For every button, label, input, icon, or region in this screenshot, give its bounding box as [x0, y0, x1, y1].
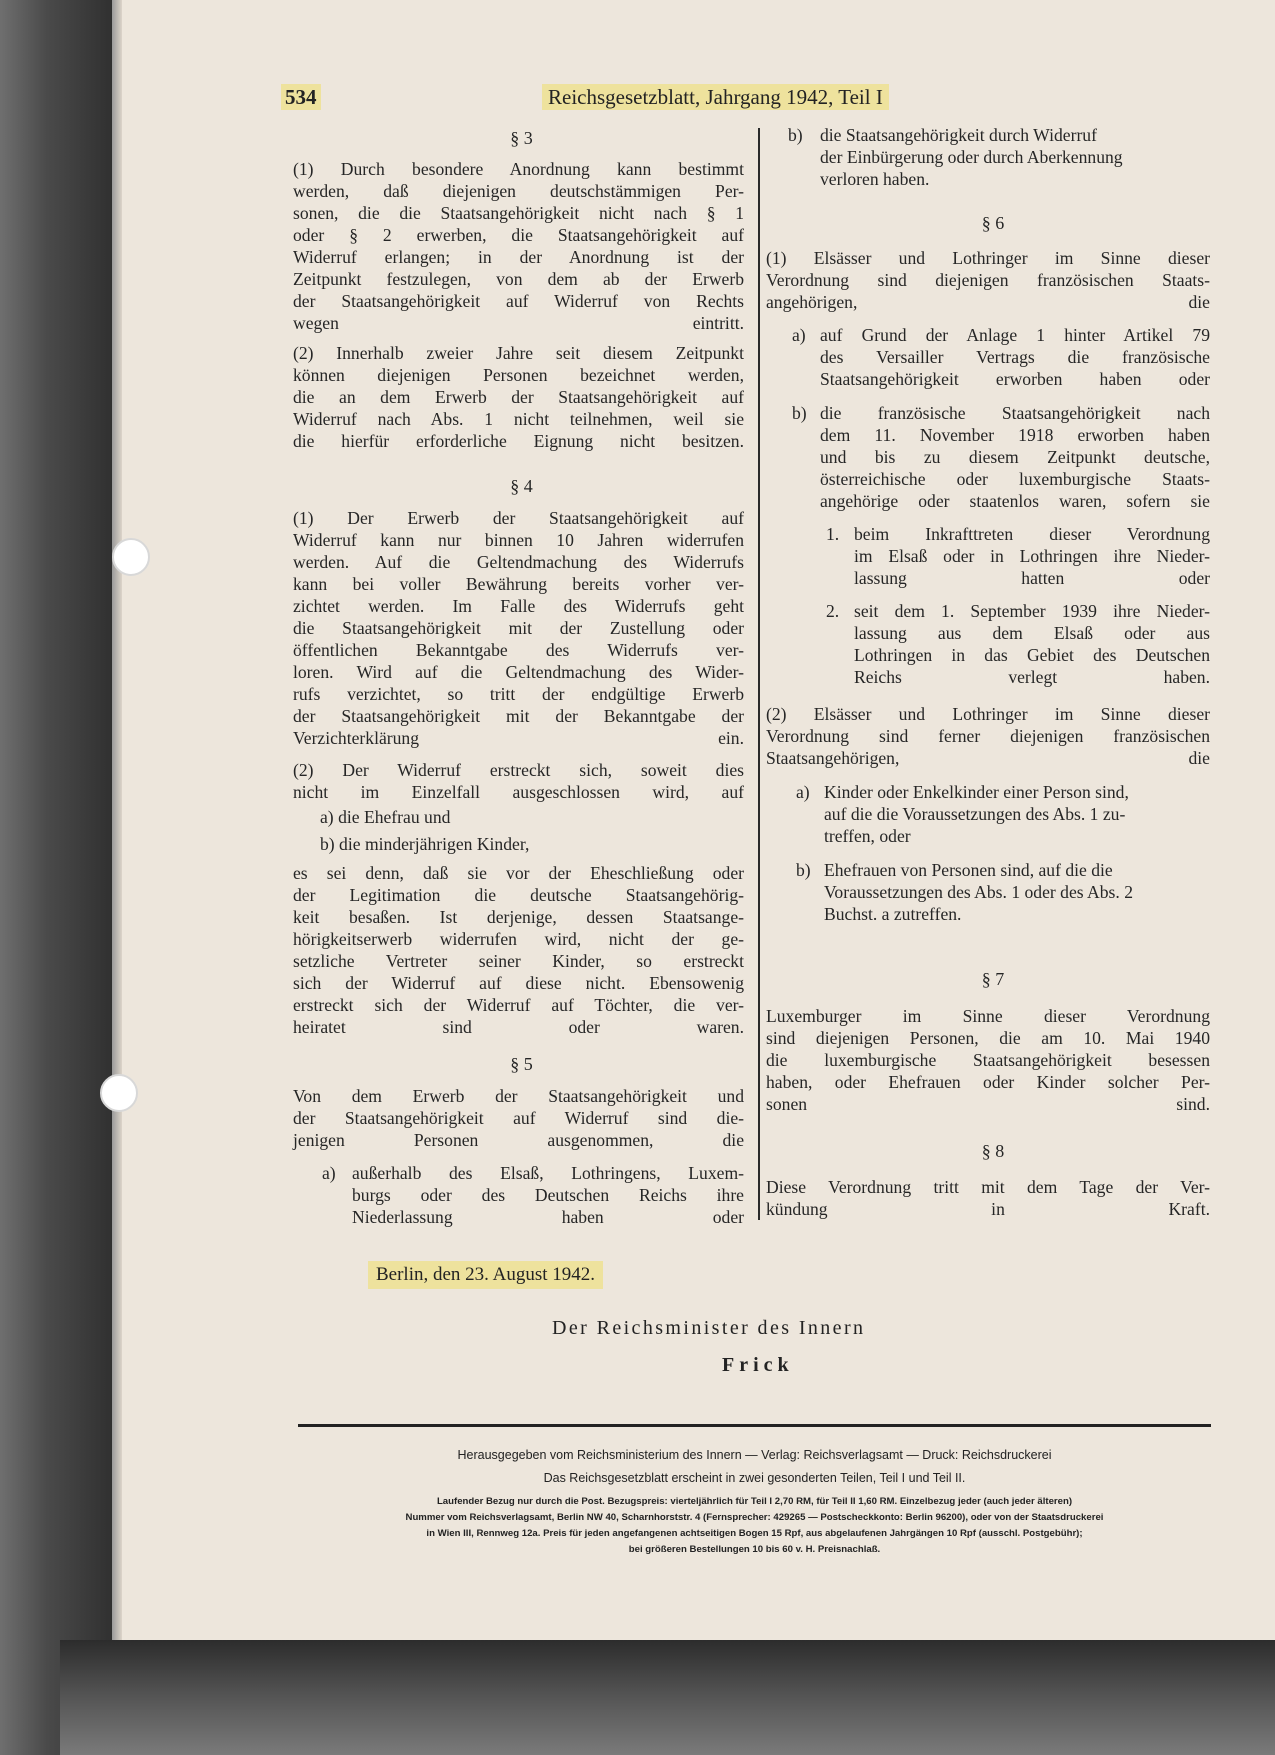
text-line: auf Grund der Anlage 1 hinter Artikel 79: [820, 325, 1210, 345]
text-line: Niederlassung haben oder: [352, 1207, 744, 1227]
text-line: in Wien III, Rennweg 12a. Preis für jeden angefangenen achtseitigen Bogen 15 Rpf, aus abgelaufenen Jahrgängen 10 Rpf (ausschl. Postgebühr);: [426, 1528, 1083, 1539]
s6-item-a-label: a): [792, 325, 806, 345]
text-line: Widerruf erlangen; in der Anordnung ist der: [293, 247, 744, 267]
s8-paragraph-1: [766, 1176, 1210, 1220]
text-line: sind diejenigen Personen, die am 10. Mai 1940: [766, 1028, 1210, 1048]
text-line: angehörigen, die: [766, 292, 1210, 312]
text-line: treffen, oder: [824, 826, 911, 846]
text-line: der Staatsangehörigkeit mit der Bekanntgabe der: [293, 706, 744, 726]
s5-paragraph-1: [293, 1085, 744, 1151]
text-line: Diese Verordnung tritt mit dem Tage der Ver-: [766, 1177, 1210, 1197]
text-line: loren. Wird auf die Geltendmachung des Wider-: [293, 662, 744, 682]
s6-item-a: [820, 324, 1210, 390]
text-line: zichtet werden. Im Falle des Widerrufs geht: [293, 596, 744, 616]
s6-item-1-label: 1.: [826, 524, 840, 544]
text-line: nicht im Einzelfall ausgeschlossen wird, auf: [293, 782, 744, 802]
text-line: dem 11. November 1918 erworben haben: [820, 425, 1210, 445]
s6-item-b-label: b): [792, 403, 807, 423]
text-line: Nummer vom Reichsverlagsamt, Berlin NW 40, Scharnhorststr. 4 (Fernsprecher: 429265 — Postscheckkonto: Berlin 96200), oder von der Staatsdruckerei: [405, 1512, 1104, 1523]
text-line: die Staatsangehörigkeit mit der Zustellung oder: [293, 618, 744, 638]
text-line: seit dem 1. September 1939 ihre Nieder-: [854, 601, 1210, 621]
text-line: Verordnung sind diejenigen französischen Staats-: [766, 270, 1210, 290]
text-line: Buchst. a zutreffen.: [824, 904, 962, 924]
text-line: erstreckt sich der Widerruf auf Töchter, die ver-: [293, 995, 744, 1015]
text-line: werden, daß diejenigen deutschstämmigen Per-: [293, 181, 744, 201]
text-line: die Staatsangehörigkeit durch Widerruf: [820, 125, 1097, 145]
text-line: Staatsangehörigen, die: [766, 748, 1210, 768]
s6-paragraph-2: [766, 703, 1210, 769]
text-line: die luxemburgische Staatsangehörigkeit besessen: [766, 1050, 1210, 1070]
signatory-name: Frick: [722, 1354, 794, 1376]
text-line: hörigkeitserwerb widerrufen wird, nicht der ge-: [293, 929, 744, 949]
text-line: lassung hatten oder: [854, 568, 1210, 588]
section-heading-4: § 4: [510, 476, 533, 496]
text-line: jenigen Personen ausgenommen, die: [293, 1130, 744, 1150]
running-title: Reichsgesetzblatt, Jahrgang 1942, Teil I: [542, 84, 889, 110]
s5-item-b: [820, 124, 1220, 190]
text-line: rufs verzichtet, so tritt der endgültige Erwerb: [293, 684, 744, 704]
scan-background-bottom: [60, 1640, 1275, 1755]
text-line: (1) Durch besondere Anordnung kann bestimmt: [293, 159, 744, 179]
text-line: setzliche Vertreter seiner Kinder, so erstreckt: [293, 951, 744, 971]
footer-subscription-info: [298, 1494, 1211, 1558]
s6-item-d-label: b): [796, 860, 811, 880]
section-heading-3: § 3: [510, 128, 533, 148]
page-number: 534: [281, 84, 321, 110]
s4-item-a: a) die Ehefrau und: [320, 807, 451, 827]
text-line: auf die die Voraussetzungen des Abs. 1 zu-: [824, 804, 1126, 824]
text-line: es sei denn, daß sie vor der Eheschließung oder: [293, 863, 744, 883]
punch-hole: [112, 538, 150, 576]
text-line: Voraussetzungen des Abs. 1 oder des Abs. 2: [824, 882, 1133, 902]
section-heading-8: § 8: [981, 1141, 1005, 1161]
s6-item-b: [820, 402, 1210, 512]
text-line: Widerruf nach Abs. 1 nicht teilnehmen, weil sie: [293, 409, 744, 429]
text-line: die hierfür erforderliche Eignung nicht besitzen.: [293, 431, 744, 451]
section-heading-6: § 6: [981, 213, 1005, 233]
s5-item-a: [352, 1162, 744, 1228]
text-line: lassung aus dem Elsaß oder aus: [854, 623, 1210, 643]
text-line: der Einbürgerung oder durch Aberkennung: [820, 147, 1123, 167]
scan-background-left: [0, 0, 118, 1755]
text-line: österreichische oder luxemburgische Staats-: [820, 469, 1210, 489]
footer-rule: [298, 1424, 1211, 1427]
signatory-office: Der Reichsminister des Innern: [552, 1317, 866, 1339]
text-line: Lothringen in das Gebiet des Deutschen: [854, 645, 1210, 665]
text-line: des Versailler Vertrags die französische: [820, 347, 1210, 367]
text-line: oder § 2 erwerben, die Staatsangehörigkeit auf: [293, 225, 744, 245]
s4-paragraph-3: [293, 862, 744, 1038]
s4-paragraph-1: [293, 507, 744, 749]
text-line: der Staatsangehörigkeit auf Widerruf von Rechts: [293, 291, 744, 311]
text-line: kann bei voller Bewährung bereits vorher ver-: [293, 574, 744, 594]
s6-item-c-label: a): [796, 782, 810, 802]
text-line: Luxemburger im Sinne dieser Verordnung: [766, 1006, 1210, 1026]
s5-item-b-label: b): [788, 125, 803, 145]
text-line: Verzichterklärung ein.: [293, 728, 744, 748]
text-line: angehörige oder staatenlos waren, sofern sie: [820, 491, 1210, 511]
text-line: beim Inkrafttreten dieser Verordnung: [854, 524, 1210, 544]
s4-paragraph-2: [293, 759, 744, 803]
text-line: der Legitimation die deutsche Staatsangehörig-: [293, 885, 744, 905]
text-line: können diejenigen Personen bezeichnet werden,: [293, 365, 744, 385]
footer-parts-line: Das Reichsgesetzblatt erscheint in zwei gesonderten Teilen, Teil I und Teil II.: [543, 1471, 966, 1485]
footer-publisher-line: Herausgegeben vom Reichsministerium des Innern — Verlag: Reichsverlagsamt — Druck: Reichsdruckerei: [457, 1448, 1052, 1462]
punch-hole: [100, 1074, 138, 1112]
s6-paragraph-1: [766, 247, 1210, 313]
text-line: Widerruf kann nur binnen 10 Jahren widerrufen: [293, 530, 744, 550]
text-line: außerhalb des Elsaß, Lothringens, Luxem-: [352, 1163, 744, 1183]
text-line: öffentlichen Bekanntgabe des Widerrufs ver-: [293, 640, 744, 660]
text-line: (1) Elsässer und Lothringer im Sinne dieser: [766, 248, 1210, 268]
s3-paragraph-1: [293, 158, 744, 334]
text-line: (2) Innerhalb zweier Jahre seit diesem Zeitpunkt: [293, 343, 744, 363]
text-line: die an dem Erwerb der Staatsangehörigkeit auf: [293, 387, 744, 407]
s7-paragraph-1: [766, 1005, 1210, 1115]
text-line: Ehefrauen von Personen sind, auf die die: [824, 860, 1113, 880]
text-line: Staatsangehörigkeit erworben haben oder: [820, 369, 1210, 389]
s6-item-1: [854, 523, 1210, 589]
s3-paragraph-2: [293, 342, 744, 452]
s5-item-a-label: a): [322, 1163, 336, 1183]
s6-item-2-label: 2.: [826, 601, 840, 621]
s6-item-c: [824, 781, 1210, 847]
section-heading-7: § 7: [981, 969, 1005, 989]
text-line: (2) Elsässer und Lothringer im Sinne dieser: [766, 704, 1210, 724]
text-line: keit besaßen. Ist derjenige, dessen Staatsange-: [293, 907, 744, 927]
text-line: Zeitpunkt festzulegen, von dem ab der Erwerb: [293, 269, 744, 289]
text-line: haben, oder Ehefrauen oder Kinder solcher Per-: [766, 1072, 1210, 1092]
s6-item-2: [854, 600, 1210, 688]
text-line: die französische Staatsangehörigkeit nach: [820, 403, 1210, 423]
text-line: Kinder oder Enkelkinder einer Person sind,: [824, 782, 1129, 802]
text-line: der Staatsangehörigkeit auf Widerruf sind die-: [293, 1108, 744, 1128]
place-and-date: Berlin, den 23. August 1942.: [368, 1261, 603, 1289]
s4-item-b: b) die minderjährigen Kinder,: [320, 834, 530, 854]
text-line: bei größeren Bestellungen 10 bis 60 v. H. Preisnachlaß.: [628, 1544, 881, 1555]
text-line: und bis zu diesem Zeitpunkt deutsche,: [820, 447, 1210, 467]
text-line: werden. Auf die Geltendmachung des Widerrufs: [293, 552, 744, 572]
text-line: Verordnung sind ferner diejenigen französischen: [766, 726, 1210, 746]
text-line: im Elsaß oder in Lothringen ihre Nieder-: [854, 546, 1210, 566]
text-line: verloren haben.: [820, 169, 930, 189]
text-line: (2) Der Widerruf erstreckt sich, soweit dies: [293, 760, 744, 780]
text-line: kündung in Kraft.: [766, 1199, 1210, 1219]
section-heading-5: § 5: [510, 1054, 533, 1074]
text-line: Reichs verlegt haben.: [854, 667, 1210, 687]
text-line: sonen sind.: [766, 1094, 1210, 1114]
text-line: (1) Der Erwerb der Staatsangehörigkeit auf: [293, 508, 744, 528]
text-line: heiratet sind oder waren.: [293, 1017, 744, 1037]
text-line: wegen eintritt.: [293, 313, 744, 333]
text-line: sich der Widerruf auf diese nicht. Ebensowenig: [293, 973, 744, 993]
text-line: Laufender Bezug nur durch die Post. Bezugspreis: vierteljährlich für Teil I 2,70 RM, für Teil II 1,60 RM. Einzelbezug jeder (auch jeder älteren): [436, 1496, 1073, 1507]
text-line: sonen, die die Staatsangehörigkeit nicht nach § 1: [293, 203, 744, 223]
page-edge-shadow: [112, 0, 122, 1640]
text-line: burgs oder des Deutschen Reichs ihre: [352, 1185, 744, 1205]
column-divider: [758, 128, 760, 1220]
s6-item-d: [824, 859, 1210, 925]
text-line: Von dem Erwerb der Staatsangehörigkeit und: [293, 1086, 744, 1106]
